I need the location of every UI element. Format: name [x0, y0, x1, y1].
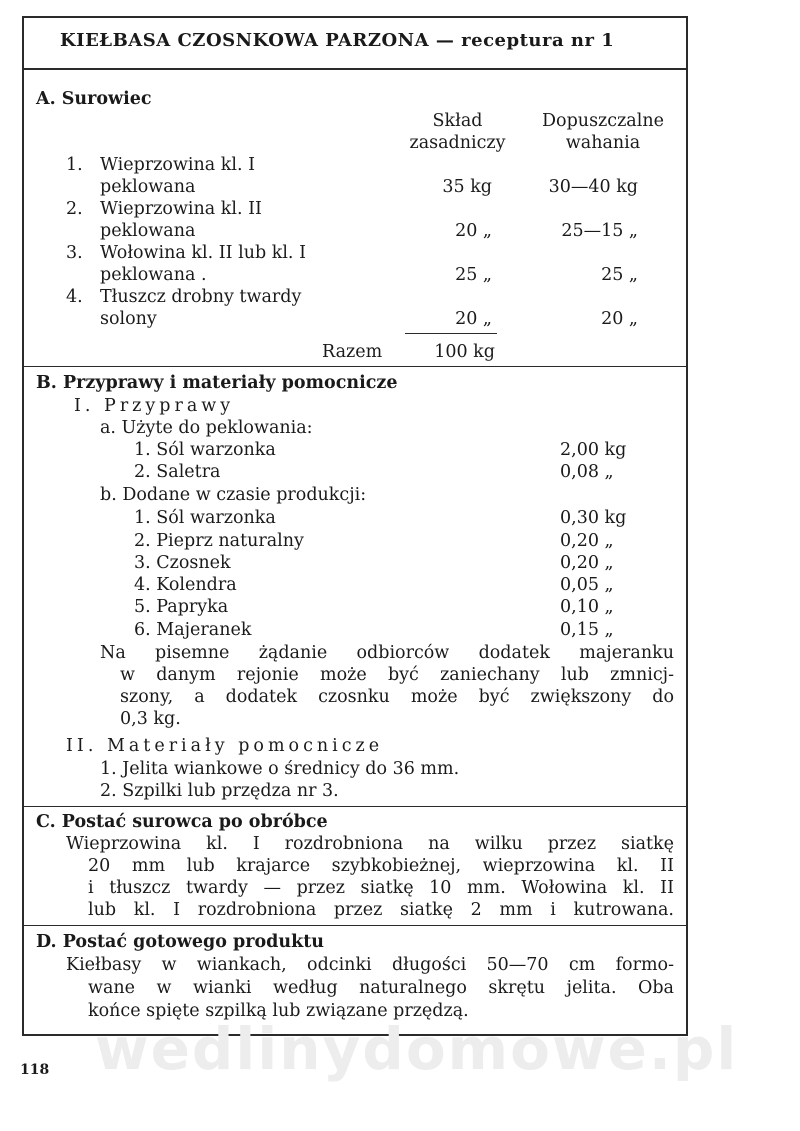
- production-item: 3. Czosnek: [134, 553, 231, 573]
- a-item-amount: 20 „: [455, 221, 492, 241]
- production-item-amount: 0,15 „: [560, 620, 614, 640]
- a-item-amount: 25 „: [455, 265, 492, 285]
- aux-materials-heading: II. Materiały pomocnicze: [66, 736, 384, 756]
- production-item: 1. Sól warzonka: [134, 508, 276, 528]
- a-item-amount: 35 kg: [442, 177, 492, 197]
- c-text-line: i tłuszcz twardy — przez siatkę 10 mm. Wołowina kl. II: [88, 878, 674, 898]
- c-text-line: lub kl. I rozdrobniona przez siatkę 2 mm i kutrowana.: [88, 900, 674, 920]
- a-item-name: Wieprzowina kl. I: [100, 155, 256, 175]
- note-line: Na pisemne żądanie odbiorców dodatek majeranku: [100, 643, 674, 663]
- a-item-name-cont: peklowana: [100, 221, 196, 241]
- section-a-heading: A. Surowiec: [36, 89, 152, 109]
- curing-heading: a. Użyte do peklowania:: [100, 418, 313, 438]
- watermark: wedlinydomowe.pl: [95, 1015, 739, 1083]
- col-header-zasadniczy: zasadniczy: [409, 133, 506, 153]
- production-item-amount: 0,20 „: [560, 531, 614, 551]
- curing-item-amount: 2,00 kg: [560, 440, 627, 460]
- a-item-range: 25—15 „: [561, 221, 638, 241]
- page-number: 118: [20, 1062, 50, 1078]
- curing-item-amount: 0,08 „: [560, 462, 614, 482]
- production-item: 5. Papryka: [134, 597, 229, 617]
- a-item-range: 30—40 kg: [548, 177, 638, 197]
- a-item-number: 3.: [66, 243, 83, 263]
- a-item-range: 20 „: [601, 309, 638, 329]
- col-header-sklad: Skład: [432, 111, 483, 131]
- a-item-name-cont: peklowana: [100, 177, 196, 197]
- section-divider: [22, 806, 686, 807]
- total-value: 100 kg: [434, 342, 495, 362]
- col-header-dopuszczalne: Dopuszczalne: [542, 111, 664, 131]
- production-heading: b. Dodane w czasie produkcji:: [100, 485, 367, 505]
- spices-heading: I. Przyprawy: [74, 396, 235, 416]
- a-item-number: 2.: [66, 199, 83, 219]
- d-text-line: końce spięte szpilką lub związane przędzą.: [88, 1001, 469, 1021]
- a-item-number: 1.: [66, 155, 83, 175]
- production-item: 4. Kolendra: [134, 575, 237, 595]
- sum-line: [405, 333, 497, 334]
- aux-material-item: 1. Jelita wiankowe o średnicy do 36 mm.: [100, 759, 460, 779]
- production-item-amount: 0,20 „: [560, 553, 614, 573]
- section-divider: [22, 925, 686, 926]
- production-item: 2. Pieprz naturalny: [134, 531, 304, 551]
- total-label: Razem: [322, 342, 383, 362]
- a-item-name: Wołowina kl. II lub kl. I: [100, 243, 306, 263]
- production-item: 6. Majeranek: [134, 620, 252, 640]
- a-item-name-cont: peklowana .: [100, 265, 207, 285]
- a-item-name: Wieprzowina kl. II: [100, 199, 262, 219]
- c-text-line: Wieprzowina kl. I rozdrobniona na wilku przez siatkę: [66, 834, 674, 854]
- section-b-heading: B. Przyprawy i materiały pomocnicze: [36, 373, 398, 393]
- d-text-line: wane w wianki według naturalnego skrętu jelita. Oba: [88, 978, 674, 998]
- a-item-name-cont: solony: [100, 309, 157, 329]
- curing-item: 1. Sól warzonka: [134, 440, 276, 460]
- note-line: 0,3 kg.: [120, 709, 181, 729]
- note-line: w danym rejonie może być zaniechany lub zmnicj-: [120, 665, 674, 685]
- section-d-heading: D. Postać gotowego produktu: [36, 932, 325, 952]
- note-line: szony, a dodatek czosnku może być zwiększony do: [120, 687, 674, 707]
- a-item-name: Tłuszcz drobny twardy: [100, 287, 302, 307]
- title-divider: [22, 68, 686, 70]
- page-title: KIEŁBASA CZOSNKOWA PARZONA — receptura nr 1: [60, 30, 615, 51]
- a-item-range: 25 „: [601, 265, 638, 285]
- section-divider: [22, 366, 686, 367]
- a-item-amount: 20 „: [455, 309, 492, 329]
- production-item-amount: 0,10 „: [560, 597, 614, 617]
- production-item-amount: 0,05 „: [560, 575, 614, 595]
- d-text-line: Kiełbasy w wiankach, odcinki długości 50—70 cm formo-: [66, 955, 674, 975]
- a-item-number: 4.: [66, 287, 83, 307]
- c-text-line: 20 mm lub krajarce szybkobieżnej, wieprzowina kl. II: [88, 856, 674, 876]
- section-c-heading: C. Postać surowca po obróbce: [36, 812, 328, 832]
- curing-item: 2. Saletra: [134, 462, 221, 482]
- aux-material-item: 2. Szpilki lub przędza nr 3.: [100, 781, 339, 801]
- production-item-amount: 0,30 kg: [560, 508, 627, 528]
- col-header-wahania: wahania: [565, 133, 641, 153]
